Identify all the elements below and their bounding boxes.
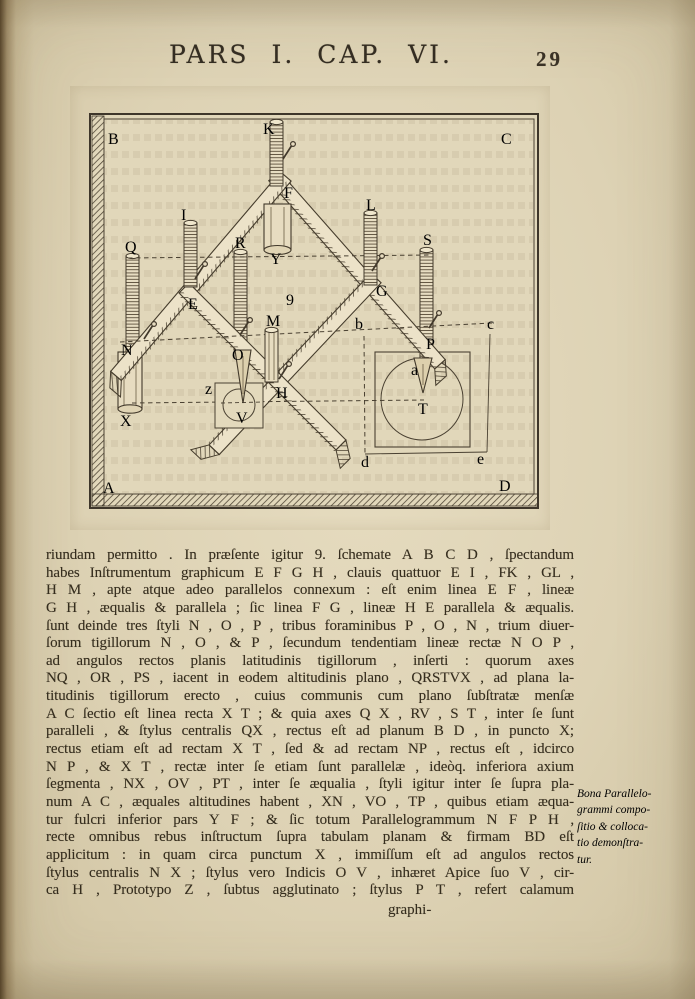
figure-label-N: N bbox=[121, 342, 133, 359]
running-header bbox=[0, 40, 622, 69]
figure-label-D: D bbox=[499, 478, 511, 495]
body-line: G H , æqualis & parallela ; ſic linea F G , lineæ H E parallela & æqualis. bbox=[46, 599, 574, 616]
margin-note-line: Bona Parallelo- bbox=[577, 788, 652, 800]
figure-label-Y: Y bbox=[270, 251, 282, 268]
figure-label-K: K bbox=[263, 121, 275, 138]
figure-label-a: a bbox=[411, 362, 419, 379]
figure-label-I: I bbox=[181, 207, 187, 224]
pantograph-figure bbox=[88, 112, 540, 512]
body-line: ca H , Prototypo Z , ſubtus agglutinato ; ſtylus P T , refert calamum bbox=[46, 882, 574, 899]
figure-label-V: V bbox=[236, 410, 248, 427]
figure-label-O: O bbox=[232, 347, 244, 364]
catchword: graphi- bbox=[388, 902, 432, 918]
figure-label-C: C bbox=[501, 131, 512, 148]
body-line: rectus etiam eſt ad rectam X T , ſed & ad rectam NP , rectus eſt , idcirco bbox=[46, 741, 574, 758]
margin-note-line: tur. bbox=[577, 853, 593, 866]
body-line: ſegmenta , NX , OV , PT , inter ſe æqualia , ſtyli igitur inter ſe ſupra pla- bbox=[46, 776, 574, 793]
figure-label-B: B bbox=[108, 131, 119, 148]
figure-label-G: G bbox=[376, 283, 388, 300]
fulcrum-cylinder-Y bbox=[264, 204, 291, 255]
body-line: ſorum tigillorum N , O , & P , ſecundum tendentiam lineæ rectæ N O P , bbox=[46, 635, 574, 652]
clamp-rod-M bbox=[265, 327, 278, 382]
body-line: H M , apte atque adeo parallelos connexum : eſt enim linea E F , lineæ bbox=[46, 582, 574, 599]
figure-label-R: R bbox=[235, 235, 246, 252]
body-line: A C ſectio eſt linea recta X T ; & quia axes Q X , RV , S T , inter ſe ſunt bbox=[46, 705, 574, 722]
clamp-rod-I bbox=[184, 220, 197, 287]
body-line: N P , & X T , rectæ inter ſe etiam ſunt parallelæ , ideòq. inferiora axium bbox=[46, 758, 574, 775]
figure-frame bbox=[90, 114, 538, 508]
body-line: num A C , æquales altitudines habent , XN , VO , TP , quibus etiam æqua- bbox=[46, 793, 574, 810]
margin-note-line: ſitio & colloca- bbox=[577, 820, 648, 833]
body-line: riundam permitto . In præſente igitur 9. ſchemate A B C D , ſpectandum bbox=[46, 547, 574, 563]
body-line: NQ , OR , PS , iacent in eodem altitudinis plano , QRSTVX , ad plana la- bbox=[46, 670, 574, 687]
figure-label-e: e bbox=[477, 451, 485, 468]
margin-note bbox=[577, 786, 675, 868]
figure-label-M: M bbox=[266, 313, 281, 330]
figure-label-L: L bbox=[366, 197, 376, 214]
figure-label-b: b bbox=[355, 316, 363, 333]
figure-number: 9 bbox=[286, 292, 294, 309]
body-line: ad angulos rectos planis latitudinis tigillorum , inſerti : quorum axes bbox=[46, 652, 574, 669]
body-line: recte omnibus rebus inſtructum ſupra tabulam planam & firmam BD eſt bbox=[46, 829, 574, 846]
page-title: PARS I. CAP. VI. bbox=[169, 40, 453, 69]
body-line: habes Inſtrumentum graphicum E F G H , clauis quattuor E I , FK , GL , bbox=[46, 564, 574, 581]
body-line: ſunt deinde tres ſtyli N , O , P , tribus foraminibus P , O , N , trium diuer- bbox=[46, 617, 574, 634]
figure-label-P: P bbox=[426, 336, 435, 353]
body-line: ſtylus centralis N X ; ſtylus vero Indicis O V , inhæret Apice ſuo V , cir- bbox=[46, 864, 574, 881]
stylus-rod-Q bbox=[126, 253, 139, 352]
body-line: titudinis tigillorum erecto , cuius communis cum plano ſubſtratæ menſæ bbox=[46, 688, 574, 705]
figure-label-A: A bbox=[103, 480, 115, 497]
figure-label-E: E bbox=[188, 296, 198, 313]
clamp-rod-L bbox=[364, 210, 377, 285]
figure-label-S: S bbox=[423, 232, 432, 249]
figure-label-d: d bbox=[361, 454, 369, 471]
figure-label-Q: Q bbox=[125, 239, 137, 256]
figure-label-F: F bbox=[284, 185, 293, 202]
body-line: paralleli , & ſtylus centralis QX , rectus eſt ad planum B D , in puncto X; bbox=[46, 723, 574, 740]
pantograph-engraving bbox=[88, 112, 540, 512]
body-line: tur fulcri inferior pars Y F ; & ſic totum Parallelogrammum N F P H , bbox=[46, 811, 574, 828]
page-number: 29 bbox=[536, 47, 563, 71]
figure-label-c: c bbox=[487, 316, 495, 333]
figure-label-H: H bbox=[276, 385, 288, 402]
figure-label-X: X bbox=[120, 413, 132, 430]
figure-label-T: T bbox=[418, 401, 428, 418]
figure-label-z: z bbox=[205, 381, 213, 398]
margin-note-line: tio demonſtra- bbox=[577, 837, 644, 850]
margin-note-line: grammi compo- bbox=[577, 804, 651, 817]
body-text bbox=[46, 547, 574, 900]
body-line: applicitum : in quam circa punctum X , immiſſum eſt ad angulos rectos bbox=[46, 846, 574, 863]
